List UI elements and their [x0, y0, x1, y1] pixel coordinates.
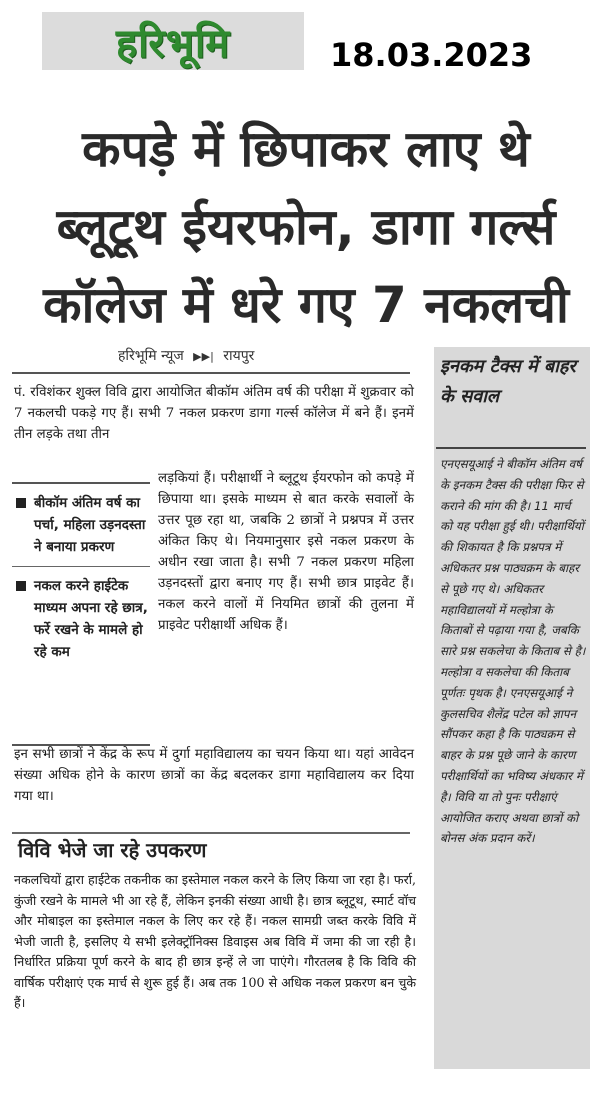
highlight-text: बीकॉम अंतिम वर्ष का पर्चा, महिला उड़नदस्ता ने बनाया प्रकरण — [34, 495, 146, 555]
byline-source: हरिभूमि न्यूज — [118, 348, 184, 364]
article-subheading: विवि भेजे जा रहे उपकरण — [18, 838, 207, 862]
highlight-text: नकल करने हाईटेक माध्यम अपना रहे छात्र, फर्रे रखने के मामले हो रहे कम — [34, 578, 148, 660]
divider — [436, 447, 586, 449]
headline-line-2: ब्लूटूथ ईयरफोन, डागा गर्ल्स — [56, 198, 556, 256]
article-paragraph-4: नकलचियों द्वारा हाईटेक तकनीक का इस्तेमाल नकल करने के लिए किया जा रहा है। फर्रा, कुंजी रखने के मामले भी आ रहे हैं, लेकिन इनकी संख्या आधी है। छात्र ब्लूटूथ, स्मार्ट वॉच और मोबाइल का इस्तेमाल नकल के लिए कर रहे हैं। नकल सामग्री जब्त करके विवि में भेजी जाती है, इसलिए ये सभी इलेक्ट्रॉनिक्स डिवाइस अब विवि में जमा की जा रही है। निर्धारित प्रक्रिया पूर्ण करने के बाद ही छात्र इन्हें ले जा पाएंगे। गौरतलब है कि विवि की वार्षिक परीक्षाएं एक मार्च से शुरू हुई हैं। अब तक 100 से अधिक नकल प्रकरण बन चुके हैं। — [14, 872, 416, 1010]
highlights-box — [12, 482, 150, 671]
article-paragraph-2: लड़कियां हैं। परीक्षार्थी ने ब्लूटूथ ईयरफोन को कपड़े में छिपाया था। इसके माध्यम से बात करके सवालों के उत्तर पूछ रहा था, जबकि 2 छात्रों ने प्रश्नपत्र में उत्तर अंकित किए थे। नियमानुसार इसे नकल प्रकरण के अधीन रखा जाता है। सभी 7 नकल प्रकरण महिला उड़नदस्तों द्वारा बनाए गए हैं। सभी छात्र प्राइवेट हैं। नकल करने वालों में नियमित छात्रों की तुलना में प्राइवेट परीक्षार्थी अधिक हैं। — [158, 471, 414, 633]
article-paragraph-1: पं. रविशंकर शुक्ल विवि द्वारा आयोजित बीकॉम अंतिम वर्ष की परीक्षा में शुक्रवार को 7 नकलची पकड़े गए हैं। सभी 7 नकल प्रकरण डागा गर्ल्स कॉलेज में बने हैं। इनमें तीन लड़के तथा तीन — [14, 385, 414, 442]
byline-separator-icon: ▶▶| — [193, 350, 214, 363]
newspaper-logo — [42, 12, 304, 70]
logo-text: हरिभूमि — [115, 20, 231, 67]
article-paragraph-3: इन सभी छात्रों ने केंद्र के रूप में दुर्गा महाविद्यालय का चयन किया था। यहां आवेदन संख्या अधिक होने के कारण छात्रों का केंद्र बदलकर डागा महाविद्यालय कर दिया गया था। — [14, 747, 414, 804]
divider — [12, 372, 410, 374]
divider — [12, 832, 410, 834]
headline-line-1: कपड़े में छिपाकर लाए थे — [82, 120, 530, 178]
headline-line-3: कॉलेज में धरे गए 7 नकलची — [43, 276, 569, 334]
byline-city: रायपुर — [223, 348, 255, 364]
highlight-item — [12, 484, 150, 567]
bullet-square-icon — [16, 498, 26, 508]
highlight-item — [12, 567, 150, 671]
sidebar-text: एनएसयूआई ने बीकॉम अंतिम वर्ष के इनकम टैक्स की परीक्षा फिर से कराने की मांग की है। 11 मार्च को यह परीक्षा हुई थी। परीक्षार्थियों की शिकायत है कि प्रश्नपत्र में अधिकतर प्रश्न पाठ्यक्रम के बाहर से पूछे गए थे। अधिकतर महाविद्यालयों में मल्होत्रा के किताबों से पढ़ाया गया है, जबकि सारे प्रश्न सकलेचा के किताब से है। मल्होत्रा व सकलेचा की किताब पूर्णतः पृथक है। एनएसयूआई ने कुलसचिव शैलेंद्र पटेल को ज्ञापन सौंपकर कहा है कि पाठ्यक्रम से बाहर के प्रश्न पूछे जाने के कारण परीक्षार्थियों का भविष्य अंधकार में है। विवि या तो पुनः परीक्षाएं आयोजित कराए अथवा छात्रों को बोनस अंक प्रदान करें। — [440, 457, 586, 846]
byline — [118, 346, 254, 365]
publication-date: 18.03.2023 — [330, 36, 533, 74]
bullet-square-icon — [16, 581, 26, 591]
sidebar-title: इनकम टैक्स में बाहर के सवाल — [440, 356, 576, 407]
headline — [14, 110, 598, 344]
